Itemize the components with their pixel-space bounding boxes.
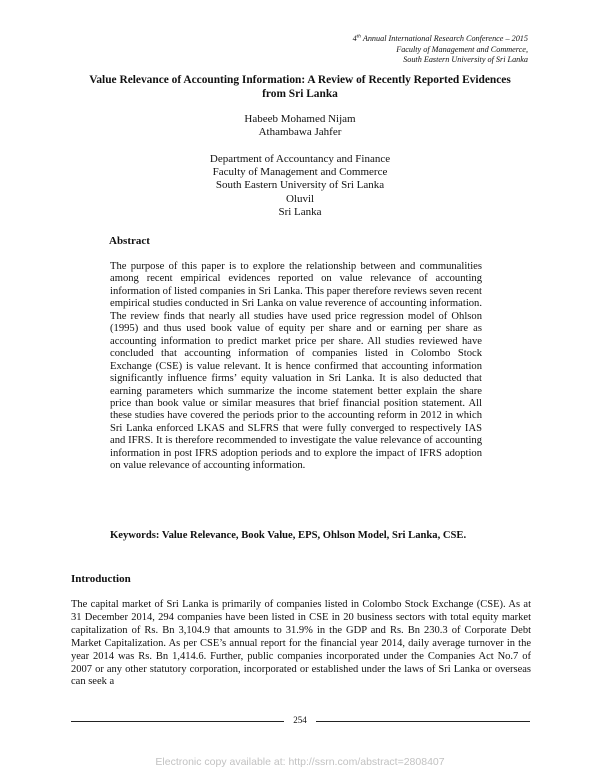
ssrn-notice: Electronic copy available at: http://ssrn.com/abstract=2808407 bbox=[155, 756, 445, 768]
conference-name: 4th Annual International Research Conference – 2015 bbox=[352, 33, 528, 43]
footer-rule-right bbox=[316, 721, 530, 722]
footer-rule-left bbox=[71, 721, 284, 722]
author-name: Habeeb Mohamed Nijam bbox=[244, 113, 356, 125]
page-number: 254 bbox=[293, 715, 307, 725]
introduction-heading: Introduction bbox=[71, 573, 131, 585]
abstract-heading: Abstract bbox=[109, 235, 150, 247]
conference-header bbox=[208, 34, 528, 66]
conference-faculty: Faculty of Management and Commerce, bbox=[396, 44, 528, 54]
conference-university: South Eastern University of Sri Lanka bbox=[403, 55, 528, 64]
abstract-text: The purpose of this paper is to explore the relationship between and communalities among recent empirical evidences reported on value relevance of accounting information of listed companies in Sri Lanka. This paper therefore reviews seven recent empirical studies conducted in Sri Lanka on value reverence of accounting information. The review finds that nearly all studies have used price regression model of Ohlson (1995) and thus used book value of equity per share and or earning per share as accounting information to predict market price per share. All studies reviewed have concluded that accounting information of companies listed in Colombo Stock Exchange (CSE) is value relevant. It is hence confirmed that accounting information significantly influence firms’ equity valuation in Sri Lanka. It is also deducted that earning parameters which summarize the income statement better explain the share price than book value or similar measures that brief financial position statement. All these studies have covered the periods prior to the accounting reform in 2012 in which Sri Lanka enforced LKAS and SLFRS that were fully converged to respectively IAS and IFRS. It is therefore recommended to investigate the value relevance of accounting information in post IFRS adoption periods and to explore the impact of IFRS adoption on value relevance of accounting information. bbox=[110, 261, 482, 472]
paper-title: Value Relevance of Accounting Information: A Review of Recently Reported Evidences from Sri Lanka bbox=[89, 74, 511, 100]
affiliation: Department of Accountancy and Finance Faculty of Management and Commerce South Eastern University of Sri Lanka Oluvil Sri Lanka bbox=[209, 153, 391, 218]
introduction-text: The capital market of Sri Lanka is primarily of companies listed in Colombo Stock Exchange (CSE). As at 31 December 2014, 294 companies have been listed in CSE in 20 business sectors with total equity market capitalization of Rs. Bn 3,104.9 that amounts to 31.9% in the GDP and Rs. Bn 230.3 of Corporate Debt Market Capitalization. As per CSE’s annual report for the financial year 2014, daily average turnover in the year 2014 was Rs. Bn 1,414.6. Further, public companies incorporated under the Companies Act No.7 of 2007 or any other statutory corporation, incorporated or established under the laws of Sri Lanka or overseas can seek a bbox=[71, 599, 531, 688]
authors bbox=[100, 113, 500, 139]
keywords: Keywords: Value Relevance, Book Value, EPS, Ohlson Model, Sri Lanka, CSE. bbox=[110, 530, 467, 541]
author-name: Athambawa Jahfer bbox=[258, 126, 342, 139]
